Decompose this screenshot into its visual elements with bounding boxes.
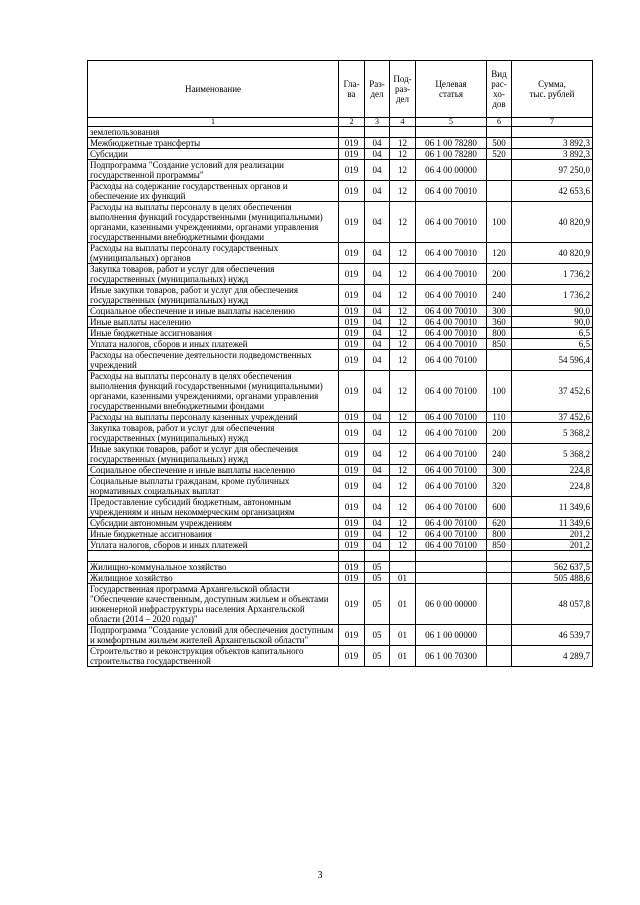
cell-podrazdel: 12	[390, 465, 416, 476]
cell-summa: 54 596,4	[512, 350, 593, 371]
cell-statya: 06 1 00 70300	[416, 646, 487, 667]
cell-vid: 300	[487, 306, 512, 317]
cell-podrazdel: 12	[390, 371, 416, 412]
cell-statya: 06 4 00 70010	[416, 328, 487, 339]
cell-razdel: 04	[365, 444, 390, 465]
cell-podrazdel: 12	[390, 518, 416, 529]
cell-podrazdel: 12	[390, 412, 416, 423]
cell-name: Государственная программа Архангельской области "Обеспечение качественным, доступным жильем и объектами инженерной инфраструктуры населения Архангельской области (2014 – 2020 годы)"	[88, 584, 339, 625]
table-row	[88, 328, 593, 339]
table-row	[88, 465, 593, 476]
cell-vid: 850	[487, 540, 512, 551]
cell-vid	[487, 350, 512, 371]
cell-statya: 06 4 00 70100	[416, 371, 487, 412]
cell-glava: 019	[339, 264, 365, 285]
cell-glava: 019	[339, 465, 365, 476]
table-row	[88, 138, 593, 149]
cell-vid: 200	[487, 423, 512, 444]
cell-glava: 019	[339, 317, 365, 328]
cell-razdel: 04	[365, 371, 390, 412]
cell-summa: 37 452,6	[512, 412, 593, 423]
cell-summa: 97 250,0	[512, 160, 593, 181]
cell-summa: 11 349,6	[512, 497, 593, 518]
table-row	[88, 127, 593, 138]
cell-name: Субсидии автономным учреждениям	[88, 518, 339, 529]
cell-statya	[416, 551, 487, 562]
cell-podrazdel: 12	[390, 350, 416, 371]
table-row	[88, 306, 593, 317]
cell-statya: 06 4 00 70010	[416, 285, 487, 306]
cell-name: Строительство и реконструкция объектов капитального строительства государственной	[88, 646, 339, 667]
table-row	[88, 646, 593, 667]
cell-statya: 06 4 00 70100	[416, 412, 487, 423]
table-row	[88, 584, 593, 625]
cell-vid: 120	[487, 243, 512, 264]
cell-podrazdel: 12	[390, 444, 416, 465]
cell-summa: 40 820,9	[512, 243, 593, 264]
cell-podrazdel: 12	[390, 202, 416, 243]
cell-summa: 42 653,6	[512, 181, 593, 202]
cell-name: Жилищное хозяйство	[88, 573, 339, 584]
cell-glava: 019	[339, 625, 365, 646]
cell-name: Иные выплаты населению	[88, 317, 339, 328]
cell-razdel: 04	[365, 423, 390, 444]
cell-name: Расходы на обеспечение деятельности подведомственных учреждений	[88, 350, 339, 371]
cell-podrazdel: 12	[390, 497, 416, 518]
cell-razdel: 04	[365, 306, 390, 317]
column-number-row	[88, 118, 593, 127]
table-row	[88, 350, 593, 371]
cell-summa: 46 539,7	[512, 625, 593, 646]
cell-podrazdel: 12	[390, 529, 416, 540]
cell-statya: 06 4 00 70100	[416, 350, 487, 371]
table-row	[88, 529, 593, 540]
cell-summa: 201,2	[512, 529, 593, 540]
cell-podrazdel: 12	[390, 317, 416, 328]
cell-glava	[339, 551, 365, 562]
cell-glava: 019	[339, 350, 365, 371]
cell-podrazdel: 01	[390, 584, 416, 625]
cell-name: Расходы на выплаты персоналу в целях обеспечения выполнения функций государственными (муниципальными) органами, казенными учреждениями, органами управления государственными внебюджетными фондами	[88, 202, 339, 243]
cell-podrazdel: 12	[390, 264, 416, 285]
cell-razdel: 04	[365, 350, 390, 371]
cell-glava: 019	[339, 285, 365, 306]
cell-vid: 600	[487, 497, 512, 518]
cell-statya: 06 4 00 70100	[416, 465, 487, 476]
cell-razdel: 05	[365, 646, 390, 667]
table-row	[88, 562, 593, 573]
cell-statya: 06 1 00 78280	[416, 138, 487, 149]
cell-statya: 06 4 00 70100	[416, 540, 487, 551]
cell-summa: 40 820,9	[512, 202, 593, 243]
header-statya: Целевая статья	[416, 61, 487, 118]
cell-summa: 6,5	[512, 339, 593, 350]
cell-glava: 019	[339, 243, 365, 264]
cell-summa: 48 057,8	[512, 584, 593, 625]
cell-statya: 06 4 00 70100	[416, 518, 487, 529]
cell-glava: 019	[339, 149, 365, 160]
cell-name: Подпрограмма "Создание условий для реализации государственной программы"	[88, 160, 339, 181]
cell-razdel: 04	[365, 476, 390, 497]
table-row	[88, 285, 593, 306]
cell-glava: 019	[339, 371, 365, 412]
cell-razdel: 04	[365, 149, 390, 160]
cell-summa: 505 488,6	[512, 573, 593, 584]
cell-summa: 224,8	[512, 465, 593, 476]
cell-razdel: 04	[365, 465, 390, 476]
column-number: 4	[390, 118, 416, 127]
table-row	[88, 412, 593, 423]
cell-summa: 1 736,2	[512, 264, 593, 285]
cell-vid: 800	[487, 328, 512, 339]
cell-vid: 200	[487, 264, 512, 285]
cell-statya: 06 4 00 70010	[416, 306, 487, 317]
header-name: Наименование	[88, 61, 339, 118]
cell-vid: 620	[487, 518, 512, 529]
cell-podrazdel: 12	[390, 306, 416, 317]
table-row	[88, 202, 593, 243]
cell-podrazdel: 12	[390, 476, 416, 497]
cell-statya: 06 4 00 70100	[416, 476, 487, 497]
cell-glava: 019	[339, 181, 365, 202]
cell-podrazdel: 12	[390, 243, 416, 264]
cell-razdel: 04	[365, 339, 390, 350]
column-number: 3	[365, 118, 390, 127]
cell-statya: 06 4 00 70010	[416, 264, 487, 285]
table-row	[88, 339, 593, 350]
cell-statya: 06 4 00 70100	[416, 444, 487, 465]
cell-glava: 019	[339, 573, 365, 584]
cell-vid: 320	[487, 476, 512, 497]
cell-name: Расходы на содержание государственных органов и обеспечение их функций	[88, 181, 339, 202]
cell-vid	[487, 127, 512, 138]
cell-razdel: 05	[365, 573, 390, 584]
header-summa: Сумма, тыс. рублей	[512, 61, 593, 118]
cell-razdel	[365, 127, 390, 138]
column-number: 1	[88, 118, 339, 127]
cell-name: Социальное обеспечение и иные выплаты населению	[88, 306, 339, 317]
cell-name: Иные бюджетные ассигнования	[88, 328, 339, 339]
cell-razdel: 04	[365, 518, 390, 529]
cell-podrazdel: 12	[390, 160, 416, 181]
table-row	[88, 149, 593, 160]
cell-podrazdel: 01	[390, 625, 416, 646]
cell-glava: 019	[339, 160, 365, 181]
cell-name: Иные закупки товаров, работ и услуг для обеспечения государственных (муниципальных) нужд	[88, 285, 339, 306]
cell-razdel: 04	[365, 317, 390, 328]
cell-vid	[487, 160, 512, 181]
cell-name: Уплата налогов, сборов и иных платежей	[88, 540, 339, 551]
cell-vid: 850	[487, 339, 512, 350]
cell-name: Подпрограмма "Создание условий для обеспечения доступным и комфортным жильем жителей Архангельской области"	[88, 625, 339, 646]
cell-glava: 019	[339, 423, 365, 444]
cell-summa: 562 637,5	[512, 562, 593, 573]
cell-glava: 019	[339, 412, 365, 423]
cell-podrazdel: 12	[390, 138, 416, 149]
cell-summa: 6,5	[512, 328, 593, 339]
cell-summa: 1 736,2	[512, 285, 593, 306]
cell-razdel: 04	[365, 412, 390, 423]
budget-table	[87, 60, 593, 667]
cell-razdel: 04	[365, 285, 390, 306]
cell-razdel: 04	[365, 529, 390, 540]
header-podrazdel: Под- раз- дел	[390, 61, 416, 118]
cell-vid	[487, 625, 512, 646]
table-row	[88, 423, 593, 444]
cell-razdel: 04	[365, 181, 390, 202]
cell-statya: 06 1 00 78280	[416, 149, 487, 160]
cell-razdel: 05	[365, 562, 390, 573]
cell-summa: 5 368,2	[512, 423, 593, 444]
cell-podrazdel: 12	[390, 149, 416, 160]
column-number: 6	[487, 118, 512, 127]
cell-glava: 019	[339, 306, 365, 317]
cell-summa: 90,0	[512, 306, 593, 317]
cell-glava: 019	[339, 518, 365, 529]
header-glava: Гла- ва	[339, 61, 365, 118]
cell-razdel: 04	[365, 160, 390, 181]
cell-summa: 224,8	[512, 476, 593, 497]
cell-summa	[512, 551, 593, 562]
cell-podrazdel	[390, 127, 416, 138]
cell-summa: 3 892,3	[512, 149, 593, 160]
cell-vid: 520	[487, 149, 512, 160]
cell-podrazdel: 12	[390, 540, 416, 551]
cell-podrazdel: 01	[390, 573, 416, 584]
table-row	[88, 497, 593, 518]
header-vid: Вид рас- хо- дов	[487, 61, 512, 118]
table-row	[88, 573, 593, 584]
cell-statya: 06 4 00 00000	[416, 160, 487, 181]
cell-name: землепользования	[88, 127, 339, 138]
cell-glava: 019	[339, 138, 365, 149]
cell-name: Межбюджетные трансферты	[88, 138, 339, 149]
cell-podrazdel: 12	[390, 181, 416, 202]
cell-summa: 201,2	[512, 540, 593, 551]
cell-razdel: 04	[365, 264, 390, 285]
cell-vid	[487, 181, 512, 202]
cell-vid: 100	[487, 202, 512, 243]
table-row	[88, 540, 593, 551]
cell-vid	[487, 584, 512, 625]
cell-statya: 06 4 00 70010	[416, 317, 487, 328]
cell-vid: 110	[487, 412, 512, 423]
table-row	[88, 518, 593, 529]
cell-name: Иные бюджетные ассигнования	[88, 529, 339, 540]
cell-statya	[416, 562, 487, 573]
cell-name: Предоставление субсидий бюджетным, автономным учреждениям и иным некоммерческим организациям	[88, 497, 339, 518]
table-row	[88, 625, 593, 646]
cell-podrazdel: 12	[390, 328, 416, 339]
cell-razdel: 04	[365, 328, 390, 339]
cell-vid	[487, 573, 512, 584]
cell-glava: 019	[339, 444, 365, 465]
cell-podrazdel: 12	[390, 339, 416, 350]
cell-summa: 4 289,7	[512, 646, 593, 667]
cell-statya: 06 4 00 70010	[416, 339, 487, 350]
cell-glava: 019	[339, 339, 365, 350]
cell-glava: 019	[339, 540, 365, 551]
cell-razdel: 04	[365, 540, 390, 551]
cell-glava: 019	[339, 497, 365, 518]
column-number: 2	[339, 118, 365, 127]
cell-vid	[487, 551, 512, 562]
cell-statya: 06 1 00 00000	[416, 625, 487, 646]
cell-name: Субсидии	[88, 149, 339, 160]
cell-statya: 06 4 00 70100	[416, 423, 487, 444]
cell-name: Закупка товаров, работ и услуг для обеспечения государственных (муниципальных) нужд	[88, 264, 339, 285]
cell-glava: 019	[339, 476, 365, 497]
cell-statya: 06 4 00 70010	[416, 243, 487, 264]
cell-glava: 019	[339, 202, 365, 243]
cell-name: Жилищно-коммунальное хозяйство	[88, 562, 339, 573]
cell-vid	[487, 646, 512, 667]
cell-glava: 019	[339, 646, 365, 667]
table-row	[88, 243, 593, 264]
cell-name: Расходы на выплаты персоналу казенных учреждений	[88, 412, 339, 423]
cell-name: Уплата налогов, сборов и иных платежей	[88, 339, 339, 350]
cell-podrazdel: 12	[390, 285, 416, 306]
cell-vid: 800	[487, 529, 512, 540]
cell-glava: 019	[339, 562, 365, 573]
cell-summa: 5 368,2	[512, 444, 593, 465]
table-row	[88, 476, 593, 497]
column-number: 5	[416, 118, 487, 127]
cell-glava: 019	[339, 328, 365, 339]
cell-name: Иные закупки товаров, работ и услуг для обеспечения государственных (муниципальных) нужд	[88, 444, 339, 465]
cell-name: Расходы на выплаты персоналу в целях обеспечения выполнения функций государственными (муниципальными) органами, казенными учреждениями, органами управления государственными внебюджетными фондами	[88, 371, 339, 412]
cell-razdel: 05	[365, 584, 390, 625]
cell-razdel: 04	[365, 202, 390, 243]
cell-vid: 360	[487, 317, 512, 328]
cell-vid: 500	[487, 138, 512, 149]
cell-razdel	[365, 551, 390, 562]
cell-glava: 019	[339, 529, 365, 540]
cell-statya: 06 4 00 70010	[416, 202, 487, 243]
cell-podrazdel: 01	[390, 646, 416, 667]
cell-statya	[416, 573, 487, 584]
table-body	[88, 127, 593, 667]
cell-name: Социальные выплаты гражданам, кроме публичных нормативных социальных выплат	[88, 476, 339, 497]
table-row	[88, 371, 593, 412]
table-row	[88, 444, 593, 465]
cell-razdel: 04	[365, 497, 390, 518]
cell-vid: 100	[487, 371, 512, 412]
cell-name: Закупка товаров, работ и услуг для обеспечения государственных (муниципальных) нужд	[88, 423, 339, 444]
cell-statya	[416, 127, 487, 138]
column-number: 7	[512, 118, 593, 127]
cell-summa: 37 452,6	[512, 371, 593, 412]
table-row	[88, 181, 593, 202]
cell-podrazdel: 12	[390, 423, 416, 444]
cell-podrazdel	[390, 562, 416, 573]
cell-summa: 11 349,6	[512, 518, 593, 529]
page-number: 3	[317, 870, 323, 881]
cell-statya: 06 0 00 00000	[416, 584, 487, 625]
cell-statya: 06 4 00 70100	[416, 529, 487, 540]
cell-razdel: 04	[365, 138, 390, 149]
cell-razdel: 05	[365, 625, 390, 646]
cell-glava: 019	[339, 584, 365, 625]
cell-razdel: 04	[365, 243, 390, 264]
table-header-row	[88, 61, 593, 118]
table-row	[88, 160, 593, 181]
cell-vid: 300	[487, 465, 512, 476]
cell-statya: 06 4 00 70010	[416, 181, 487, 202]
cell-podrazdel	[390, 551, 416, 562]
cell-summa: 3 892,3	[512, 138, 593, 149]
cell-summa	[512, 127, 593, 138]
cell-name: Расходы на выплаты персоналу государственных (муниципальных) органов	[88, 243, 339, 264]
cell-name	[88, 551, 339, 562]
cell-vid: 240	[487, 444, 512, 465]
table-row	[88, 264, 593, 285]
cell-summa: 90,0	[512, 317, 593, 328]
cell-vid: 240	[487, 285, 512, 306]
cell-statya: 06 4 00 70100	[416, 497, 487, 518]
cell-vid	[487, 562, 512, 573]
table-row	[88, 551, 593, 562]
table-row	[88, 317, 593, 328]
cell-name: Социальное обеспечение и иные выплаты населению	[88, 465, 339, 476]
cell-glava	[339, 127, 365, 138]
header-razdel: Раз- дел	[365, 61, 390, 118]
